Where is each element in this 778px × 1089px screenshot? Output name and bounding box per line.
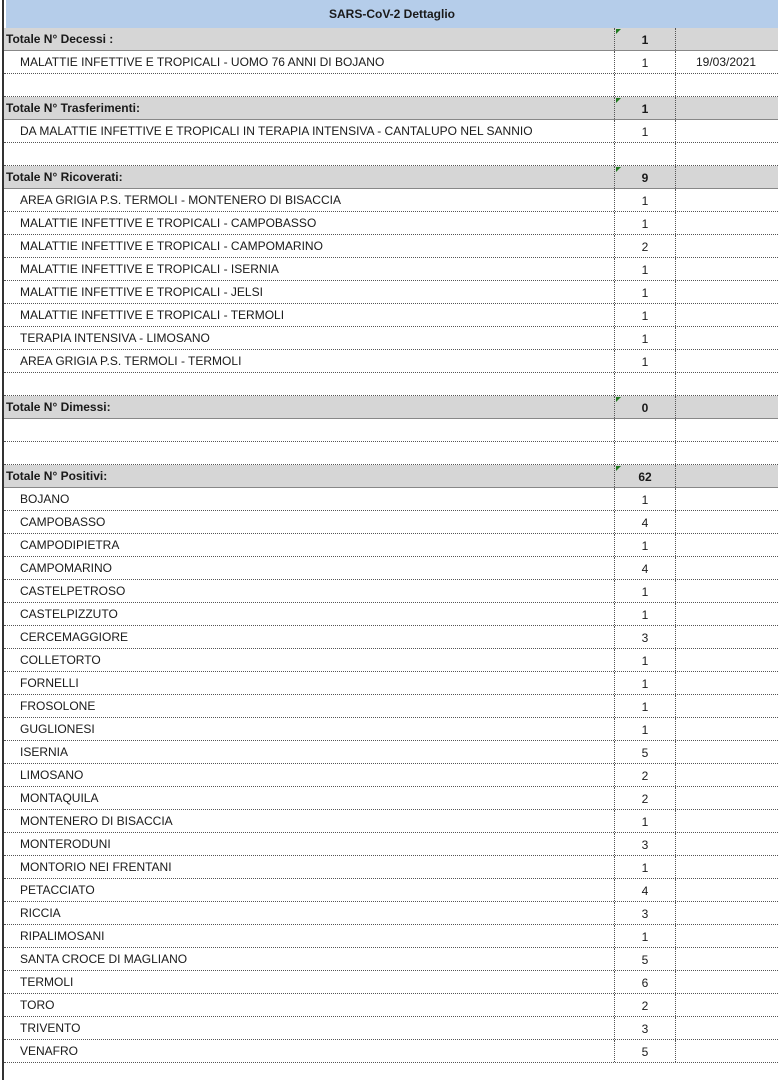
row-label: LIMOSANO [20,768,84,782]
section-label: Totale N° Positivi: [6,469,108,483]
section-total-row[interactable] [4,396,778,419]
section-total-row[interactable] [4,97,778,120]
table-row[interactable] [4,718,778,741]
table-row[interactable] [4,902,778,925]
table-row[interactable] [4,741,778,764]
row-label: TERAPIA INTENSIVA - LIMOSANO [20,331,210,345]
row-label: CAMPOBASSO [20,515,106,529]
row-label: MONTORIO NEI FRENTANI [20,860,172,874]
table-row[interactable] [4,879,778,902]
empty-cell[interactable] [676,465,776,487]
empty-cell[interactable] [676,810,776,832]
row-label: TERMOLI [20,975,74,989]
empty-cell[interactable] [6,74,614,96]
comment-indicator-icon [616,29,621,34]
table-row[interactable] [4,120,778,143]
empty-cell[interactable] [6,373,614,395]
row-label: AREA GRIGIA P.S. TERMOLI - MONTENERO DI BISACCIA [20,193,341,207]
empty-cell[interactable] [676,396,776,418]
table-row[interactable] [4,833,778,856]
table-row[interactable] [4,189,778,212]
row-label: MALATTIE INFETTIVE E TROPICALI - JELSI [20,285,263,299]
empty-cell[interactable] [676,833,776,855]
empty-cell[interactable] [6,143,614,165]
section-label: Totale N° Decessi : [6,32,114,46]
empty-cell[interactable] [676,511,776,533]
section-total-value[interactable]: 0 [614,396,676,418]
table-row[interactable] [4,51,778,74]
table-row[interactable] [4,971,778,994]
row-value[interactable]: 1 [614,212,676,234]
table-row[interactable] [4,626,778,649]
section-total-row[interactable] [4,28,778,51]
empty-cell[interactable] [676,442,776,464]
empty-cell[interactable] [676,235,776,257]
row-value[interactable]: 1 [614,327,676,349]
row-label: MALATTIE INFETTIVE E TROPICALI - ISERNIA [20,262,279,276]
row-label: MALATTIE INFETTIVE E TROPICALI - CAMPOMARINO [20,239,323,253]
row-label: MALATTIE INFETTIVE E TROPICALI - TERMOLI [20,308,285,322]
empty-cell[interactable] [676,327,776,349]
empty-cell[interactable] [676,649,776,671]
empty-cell[interactable] [676,189,776,211]
row-value[interactable]: 1 [614,672,676,694]
empty-cell[interactable] [676,787,776,809]
row-value[interactable]: 1 [614,534,676,556]
section-total-value[interactable]: 1 [614,97,676,119]
table-row[interactable] [4,695,778,718]
row-value[interactable]: 4 [614,511,676,533]
comment-indicator-icon [616,397,621,402]
empty-cell[interactable] [676,580,776,602]
table-row[interactable] [4,511,778,534]
empty-cell[interactable] [6,442,614,464]
blank-row[interactable] [4,373,778,396]
row-value[interactable]: 1 [614,281,676,303]
empty-cell[interactable] [676,948,776,970]
table-row[interactable] [4,948,778,971]
row-label: CAMPOMARINO [20,561,113,575]
empty-cell[interactable] [676,97,776,119]
row-value[interactable]: 2 [614,787,676,809]
empty-cell[interactable] [676,1017,776,1039]
empty-cell[interactable] [676,28,776,50]
empty-cell[interactable] [676,557,776,579]
row-value[interactable]: 5 [614,1040,676,1062]
empty-cell[interactable] [676,994,776,1016]
empty-cell[interactable] [676,626,776,648]
section-total-value[interactable]: 62 [614,465,676,487]
empty-cell[interactable] [676,1040,776,1062]
empty-cell[interactable] [676,350,776,372]
empty-cell[interactable] [676,672,776,694]
row-value[interactable]: 1 [614,810,676,832]
section-label: Totale N° Trasferimenti: [6,101,140,115]
blank-row[interactable] [4,419,778,442]
row-value[interactable]: 6 [614,971,676,993]
table-row[interactable] [4,580,778,603]
row-label: MONTERODUNI [20,837,111,851]
table-row[interactable] [4,1017,778,1040]
row-value[interactable]: 1 [614,189,676,211]
row-value[interactable]: 4 [614,557,676,579]
table-row[interactable] [4,557,778,580]
row-date[interactable]: 19/03/2021 [695,55,757,69]
row-value[interactable]: 1 [614,488,676,510]
row-label: TRIVENTO [20,1021,81,1035]
empty-cell[interactable] [676,603,776,625]
table-row[interactable] [4,534,778,557]
empty-cell[interactable] [676,925,776,947]
empty-cell[interactable] [676,902,776,924]
table-row[interactable] [4,994,778,1017]
data-grid [4,28,778,1063]
row-label: AREA GRIGIA P.S. TERMOLI - TERMOLI [20,354,242,368]
row-value[interactable]: 3 [614,902,676,924]
row-value[interactable]: 2 [614,764,676,786]
empty-cell[interactable] [676,212,776,234]
comment-indicator-icon [616,466,621,471]
empty-cell[interactable] [676,143,776,165]
row-value[interactable]: 5 [614,948,676,970]
section-total-row[interactable] [4,166,778,189]
sheet-title: SARS-CoV-2 Dettaglio [6,0,778,29]
table-row[interactable] [4,281,778,304]
row-label: CASTELPETROSO [20,584,126,598]
table-row[interactable] [4,764,778,787]
empty-cell[interactable] [614,74,676,96]
row-value[interactable]: 1 [614,51,676,73]
empty-cell[interactable] [676,534,776,556]
blank-row[interactable] [4,143,778,166]
row-value[interactable]: 1 [614,120,676,142]
row-label: SANTA CROCE DI MAGLIANO [20,952,188,966]
row-label: TORO [20,998,55,1012]
row-value[interactable]: 4 [614,879,676,901]
blank-row[interactable] [4,74,778,97]
row-value[interactable]: 3 [614,1017,676,1039]
empty-cell[interactable] [676,74,776,96]
section-total-value[interactable]: 9 [614,166,676,188]
row-label: DA MALATTIE INFETTIVE E TROPICALI IN TERAPIA INTENSIVA - CANTALUPO NEL SANNIO [20,124,533,138]
table-row[interactable] [4,327,778,350]
row-value[interactable]: 1 [614,350,676,372]
table-row[interactable] [4,672,778,695]
table-row[interactable] [4,235,778,258]
row-label: MALATTIE INFETTIVE E TROPICALI - UOMO 76 ANNI DI BOJANO [20,55,385,69]
empty-cell[interactable] [676,120,776,142]
row-value[interactable]: 1 [614,718,676,740]
row-label: FROSOLONE [20,699,96,713]
row-value[interactable]: 5 [614,741,676,763]
table-row[interactable] [4,810,778,833]
empty-cell[interactable] [676,488,776,510]
section-total-row[interactable] [4,465,778,488]
table-row[interactable] [4,1040,778,1063]
row-value[interactable]: 1 [614,649,676,671]
empty-cell[interactable] [614,143,676,165]
empty-cell[interactable] [676,258,776,280]
empty-cell[interactable] [676,971,776,993]
empty-cell[interactable] [614,442,676,464]
table-row[interactable] [4,258,778,281]
row-label: CASTELPIZZUTO [20,607,118,621]
row-label: VENAFRO [20,1044,79,1058]
empty-cell[interactable] [676,281,776,303]
row-label: COLLETORTO [20,653,101,667]
comment-indicator-icon [616,167,621,172]
row-value[interactable]: 2 [614,235,676,257]
section-label: Totale N° Ricoverati: [6,170,123,184]
empty-cell[interactable] [676,718,776,740]
empty-cell[interactable] [614,373,676,395]
row-label: RICCIA [20,906,61,920]
row-label: RIPALIMOSANI [20,929,105,943]
row-value[interactable]: 1 [614,580,676,602]
empty-cell[interactable] [6,419,614,441]
table-row[interactable] [4,649,778,672]
empty-cell[interactable] [676,373,776,395]
row-label: GUGLIONESI [20,722,95,736]
row-label: MALATTIE INFETTIVE E TROPICALI - CAMPOBASSO [20,216,317,230]
row-label: MONTENERO DI BISACCIA [20,814,173,828]
empty-cell[interactable] [676,741,776,763]
row-label: BOJANO [20,492,70,506]
empty-cell[interactable] [676,856,776,878]
table-row[interactable] [4,925,778,948]
empty-cell[interactable] [676,419,776,441]
section-total-value[interactable]: 1 [614,28,676,50]
table-row[interactable] [4,350,778,373]
row-value[interactable]: 1 [614,856,676,878]
table-row[interactable] [4,212,778,235]
row-label: MONTAQUILA [20,791,99,805]
empty-cell[interactable] [676,304,776,326]
row-label: CERCEMAGGIORE [20,630,129,644]
empty-cell[interactable] [676,879,776,901]
empty-cell[interactable] [676,695,776,717]
table-row[interactable] [4,787,778,810]
comment-indicator-icon [616,98,621,103]
row-label: CAMPODIPIETRA [20,538,120,552]
section-label: Totale N° Dimessi: [6,400,111,414]
row-value[interactable]: 1 [614,925,676,947]
row-value[interactable]: 1 [614,695,676,717]
empty-cell[interactable] [676,166,776,188]
row-value[interactable]: 1 [614,603,676,625]
row-value[interactable]: 1 [614,258,676,280]
row-value[interactable]: 3 [614,833,676,855]
table-row[interactable] [4,603,778,626]
row-value[interactable]: 1 [614,304,676,326]
row-value[interactable]: 2 [614,994,676,1016]
blank-row[interactable] [4,442,778,465]
empty-cell[interactable] [676,764,776,786]
table-row[interactable] [4,856,778,879]
table-row[interactable] [4,304,778,327]
empty-cell[interactable] [614,419,676,441]
row-value[interactable]: 3 [614,626,676,648]
table-row[interactable] [4,488,778,511]
row-label: FORNELLI [20,676,79,690]
row-label: PETACCIATO [20,883,95,897]
row-label: ISERNIA [20,745,69,759]
